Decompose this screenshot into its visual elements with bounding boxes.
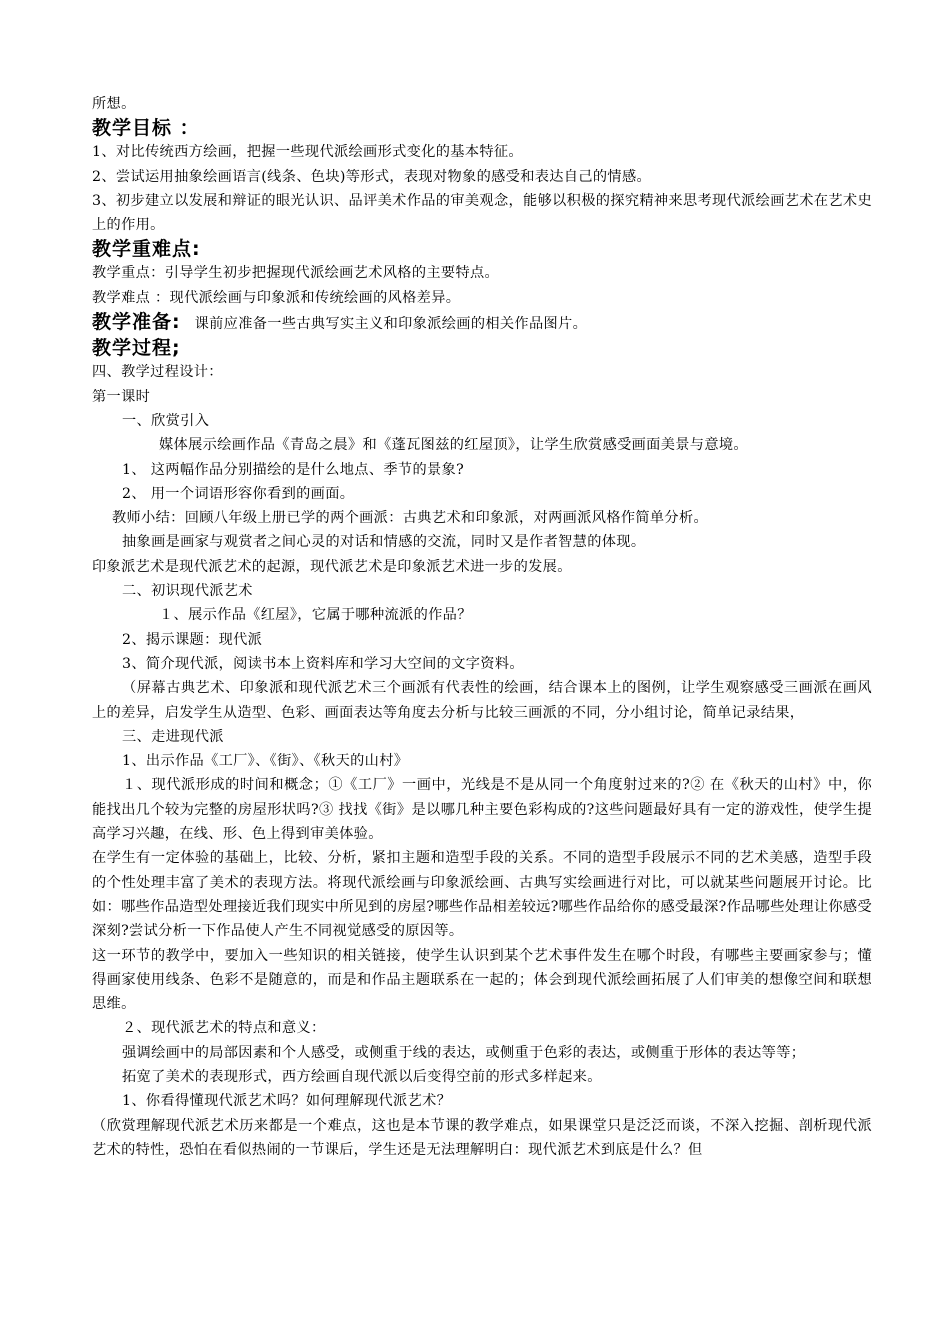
list-item: １、展示作品《红屋》，它属于哪种流派的作品？ <box>159 607 472 624</box>
preparation-line <box>92 310 872 336</box>
section-heading: 一、欣赏引入 <box>122 412 210 429</box>
process-design-title: 四、教学过程设计： <box>92 364 223 381</box>
question-item: 1、你看得懂现代派艺术吗？如何理解现代派艺术？ <box>122 1093 452 1110</box>
teacher-summary: 教师小结：回顾八年级上册已学的两个画派：古典艺术和印象派，对两画派风格作简单分析。 <box>112 510 709 527</box>
paragraph: 拓宽了美术的表现形式，西方绘画自现代派以后变得空前的形式多样起来。 <box>122 1068 602 1085</box>
list-item: 3、简介现代派，阅读书本上资料库和学习大空间的文字资料。 <box>122 655 524 672</box>
goal-item: 2、尝试运用抽象绘画语言(线条、色块)等形式，表现对物象的感受和表达自己的情感。 <box>92 168 652 185</box>
document-page <box>92 92 872 1162</box>
difficult-point: 教学难点 ：现代派绘画与印象派和传统绘画的风格差异。 <box>92 289 461 306</box>
paragraph: 在学生有一定体验的基础上，比较、分析，紧扣主题和造型手段的关系。不同的造型手段展示不同的艺术美感，造型手段的个性处理丰富了美术的表现方法。将现代派绘画与印象派绘画、古典写实绘画进行对比，可以就某些问题展开讨论。比如：哪些作品造型处理接近我们现实中所见到的房屋?哪些作品相差较远?哪些作品给你的感受最深?作品哪些处理让你感受深刻?尝试分析一下作品使人产生不同视觉感受的原因等。 <box>92 850 872 940</box>
preparation-text: 课前应准备一些古典写实主义和印象派绘画的相关作品图片。 <box>194 316 588 333</box>
question-item: 1、 这两幅作品分别描绘的是什么地点、季节的景象? <box>122 461 465 478</box>
list-item: 2、揭示课题：现代派 <box>122 631 263 648</box>
heading-preparation: 教学准备: <box>92 311 181 334</box>
paragraph: １、现代派形成的时间和概念；①《工厂》一画中，光线是不是从同一个角度射过来的?② 在《秋天的山村》中，你能找出几个较为完整的房屋形状吗?③ 找找《街》是以哪几种主要色彩构成的?这些问题最好具有一定的游戏性，使学生提高学习兴趣，在线、形、色上得到审美体验。 <box>92 777 872 843</box>
paragraph: 印象派艺术是现代派艺术的起源，现代派艺术是印象派艺术进一步的发展。 <box>92 558 572 575</box>
heading-process: 教学过程; <box>92 337 181 360</box>
goal-item: 3、初步建立以发展和辩证的眼光认识、品评美术作品的审美观念，能够以积极的探究精神来思考现代派绘画艺术在艺术史上的作用。 <box>92 192 872 234</box>
paragraph: 强调绘画中的局部因素和个人感受，或侧重于线的表达，或侧重于色彩的表达，或侧重于形体的表达等等； <box>122 1044 806 1061</box>
question-item: 2、 用一个词语形容你看到的画面。 <box>122 485 355 502</box>
goal-item: 1、对比传统西方绘画，把握一些现代派绘画形式变化的基本特征。 <box>92 144 523 161</box>
paragraph: 媒体展示绘画作品《青岛之晨》和《蓬瓦图兹的红屋顶》，让学生欣赏感受画面美景与意境。 <box>159 437 748 454</box>
paragraph: （屏幕古典艺术、印象派和现代派艺术三个画派有代表性的绘画，结合课本上的图例，让学生观察感受三画派在画风上的差异，启发学生从造型、色彩、画面表达等角度去分析与比较三画派的不同，分小组讨论，简单记录结果， <box>92 680 872 721</box>
lesson-label: 第一课时 <box>92 388 151 405</box>
section-heading: 三、走进现代派 <box>122 728 224 745</box>
paragraph: 抽象画是画家与观赏者之间心灵的对话和情感的交流，同时又是作者智慧的体现。 <box>122 534 646 551</box>
list-item: ２、现代派艺术的特点和意义： <box>122 1020 326 1037</box>
heading-key-points: 教学重难点: <box>92 238 201 261</box>
heading-teaching-goals: 教学目标 ： <box>92 117 200 140</box>
list-item: 1、出示作品《工厂》、《街》、《秋天的山村》 <box>122 753 409 770</box>
continuation-text: 所想。 <box>92 96 136 112</box>
key-point: 教学重点：引导学生初步把握现代派绘画艺术风格的主要特点。 <box>92 265 500 282</box>
paragraph: 这一环节的教学中，要加入一些知识的相关链接，使学生认识到某个艺术事件发生在哪个时段，有哪些主要画家参与；懂得画家使用线条、色彩不是随意的，而是和作品主题联系在一起的；体会到现代派绘画拓展了人们审美的想像空间和联想思维。 <box>92 947 872 1013</box>
paragraph: （欣赏理解现代派艺术历来都是一个难点，这也是本节课的教学难点，如果课堂只是泛泛而谈，不深入挖掘、剖析现代派艺术的特性，恐怕在看似热闹的一节课后，学生还是无法理解明白：现代派艺术到底是什么？但 <box>92 1117 872 1158</box>
section-heading: 二、初识现代派艺术 <box>122 583 253 600</box>
